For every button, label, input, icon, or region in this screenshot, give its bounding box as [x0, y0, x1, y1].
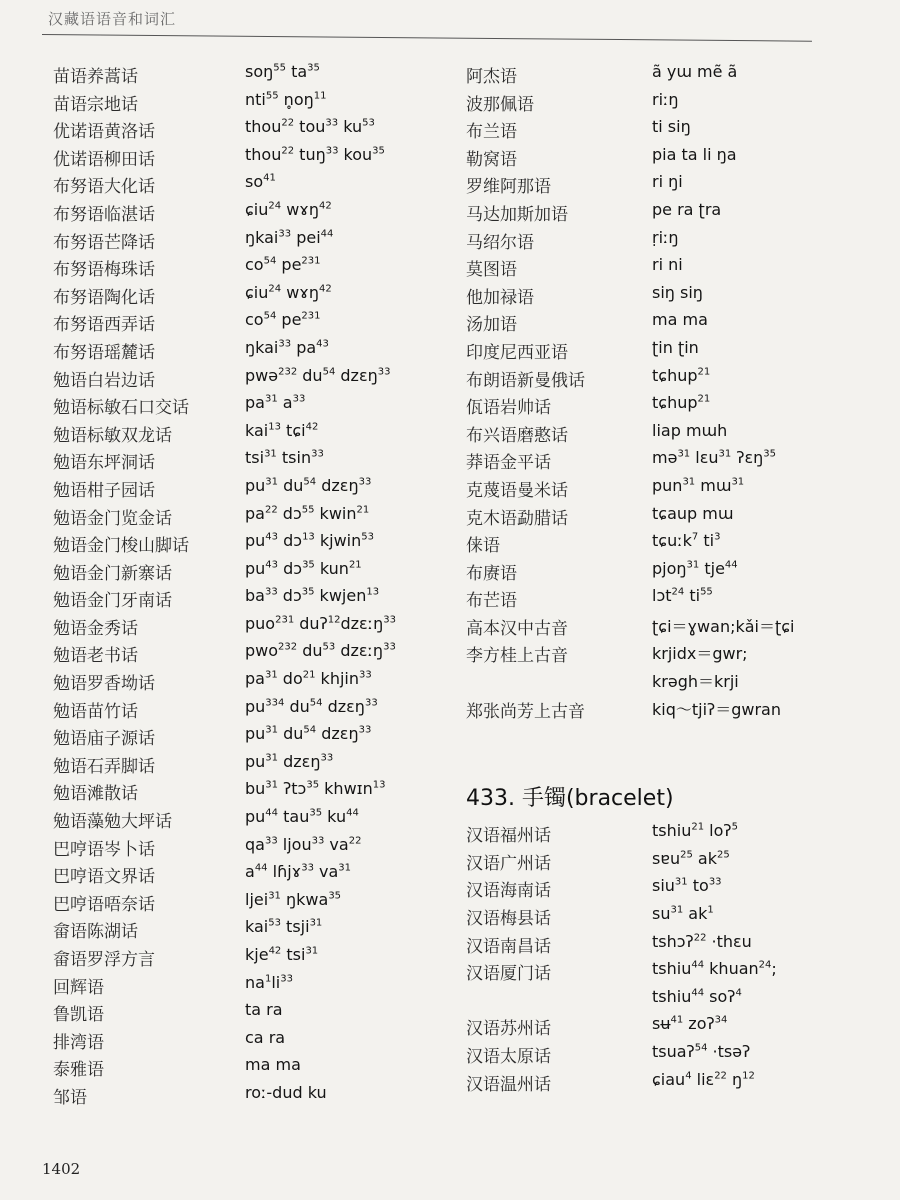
language-name: 波那佩语 — [466, 94, 534, 115]
language-name: 汉语南昌话 — [466, 936, 551, 957]
phonetic-form: mə$^{31}$ lɛu$^{31}$ ʔɛŋ$^{35}$ — [652, 448, 777, 468]
right-column-top-list — [466, 60, 886, 722]
entry-row — [466, 667, 886, 695]
language-name: 布努语临湛话 — [53, 204, 155, 225]
phonetic-form: $pa^{31}$ $do^{21}$ khjin$^{33}$ — [245, 669, 372, 689]
language-name: 勉语金门览金话 — [53, 508, 172, 529]
phonetic-form: nti$^{55}$ $n̥oŋ^{11}$ — [245, 89, 327, 109]
language-name: 汤加语 — [466, 315, 517, 336]
phonetic-form: siu$^{31}$ $to^{33}$ — [652, 876, 722, 896]
language-name: 勉语白岩边话 — [53, 370, 155, 391]
entry-row — [466, 364, 886, 392]
entry-row — [53, 805, 453, 833]
phonetic-form: $co^{54}$ $pe^{231}$ — [245, 255, 321, 275]
phonetic-form: ʈɕi＝ɣwan;kǎi＝ʈɕi — [652, 616, 795, 636]
language-name: 泰雅语 — [53, 1060, 104, 1081]
phonetic-form: $na^1li^{33}$ — [245, 972, 293, 992]
language-name: 勉语金门新寨话 — [53, 563, 172, 584]
entry-row — [53, 833, 453, 861]
entry-row — [466, 985, 886, 1013]
phonetic-form: ɕiau$^4$ liɛ$^{22}$ $ŋ^{12}$ — [652, 1069, 755, 1089]
entry-row — [466, 930, 886, 958]
phonetic-form: kiq～tjiʔ＝gwran — [652, 699, 781, 719]
phonetic-form: $pu^{43}$ dɔ$^{35}$ kun$^{21}$ — [245, 558, 362, 578]
section-heading — [466, 777, 886, 819]
language-name: 布努语陶化话 — [53, 287, 155, 308]
entry-row — [53, 1081, 453, 1109]
entry-row — [53, 750, 453, 778]
phonetic-form: ŋkai$^{33}$ $pa^{43}$ — [245, 337, 329, 357]
phonetic-form: $pu^{334}$ $du^{54}$ dzɛŋ$^{33}$ — [245, 696, 378, 716]
entry-row — [466, 1068, 886, 1096]
phonetic-form: ŋkai$^{33}$ pei$^{44}$ — [245, 227, 334, 247]
entry-row — [53, 860, 453, 888]
language-name: 巴哼语文界话 — [53, 867, 155, 888]
header-rule — [42, 34, 812, 42]
phonetic-form: $qa^{33}$ ljou$^{33}$ $va^{22}$ — [245, 834, 362, 854]
language-name: 莽语金平话 — [466, 453, 551, 474]
language-name: 勉语东坪洞话 — [53, 453, 155, 474]
language-name: 高本汉中古音 — [466, 618, 568, 639]
language-name: 汉语广州话 — [466, 853, 551, 874]
phonetic-form: krjidx＝gwr; — [652, 644, 748, 664]
phonetic-form: tshiu$^{44}$ soʔ$^4$ — [652, 986, 742, 1006]
entry-row — [53, 1053, 453, 1081]
phonetic-form: $pu^{31}$ $du^{54}$ dzɛŋ$^{33}$ — [245, 724, 372, 744]
phonetic-form: ti siŋ — [652, 117, 691, 137]
entry-row — [466, 584, 886, 612]
entry-row — [53, 695, 453, 723]
phonetic-form: ta ra — [245, 1000, 283, 1020]
language-name: 畲语陈湖话 — [53, 922, 138, 943]
entry-row — [53, 971, 453, 999]
language-name: 布努语梅珠话 — [53, 260, 155, 281]
language-name: 布兰语 — [466, 122, 517, 143]
entry-row — [466, 281, 886, 309]
phonetic-form: kai$^{53}$ tsji$^{31}$ — [245, 917, 323, 937]
entry-row — [466, 957, 886, 985]
language-name: 勉语滩散话 — [53, 784, 138, 805]
phonetic-form: ca ra — [245, 1027, 286, 1047]
phonetic-form: $pu^{31}$ $du^{54}$ dzɛŋ$^{33}$ — [245, 475, 372, 495]
language-name: 勉语柑子园话 — [53, 480, 155, 501]
phonetic-form: $pu^{44}$ tau$^{35}$ $ku^{44}$ — [245, 807, 359, 827]
entry-row — [53, 557, 453, 585]
phonetic-form: $so^{41}$ — [245, 172, 276, 192]
phonetic-form: $su^{31}$ $ak^1$ — [652, 904, 714, 924]
entry-row — [53, 584, 453, 612]
language-name: 他加禄语 — [466, 287, 534, 308]
language-name: 俫语 — [466, 536, 500, 557]
language-name: 佤语岩帅话 — [466, 398, 551, 419]
phonetic-form: roː-dud ku — [245, 1082, 327, 1102]
language-name: 巴哼语岑卜话 — [53, 839, 155, 860]
language-name: 马绍尔语 — [466, 232, 534, 253]
language-name: 李方桂上古音 — [466, 646, 568, 667]
entry-row — [53, 253, 453, 281]
entry-row — [466, 88, 886, 116]
language-name: 勉语庙子源话 — [53, 729, 155, 750]
entry-row — [53, 60, 453, 88]
language-name: 苗语宗地话 — [53, 94, 138, 115]
language-name: 布兴语磨憨话 — [466, 425, 568, 446]
entry-row — [53, 336, 453, 364]
phonetic-form: tɕhup$^{21}$ — [652, 365, 711, 385]
entry-row — [466, 847, 886, 875]
language-name: 回辉语 — [53, 977, 104, 998]
entry-row — [466, 819, 886, 847]
entry-row — [466, 226, 886, 254]
phonetic-form: pia ta li ŋa — [652, 144, 737, 164]
entry-row — [53, 1026, 453, 1054]
language-name: 汉语福州话 — [466, 826, 551, 847]
phonetic-form: tshiu$^{21}$ loʔ$^5$ — [652, 821, 738, 841]
language-name: 郑张尚芳上古音 — [466, 701, 585, 722]
phonetic-form: ṛiːŋ — [652, 227, 679, 247]
language-name: 排湾语 — [53, 1032, 104, 1053]
language-name: 布芒语 — [466, 591, 517, 612]
entry-row — [466, 308, 886, 336]
language-name: 汉语梅县话 — [466, 909, 551, 930]
phonetic-form: ɕiu$^{24}$ wɤŋ$^{42}$ — [245, 282, 332, 302]
phonetic-form: siŋ siŋ — [652, 282, 703, 302]
language-name: 布赓语 — [466, 563, 517, 584]
language-name: 勉语金门梭山脚话 — [53, 536, 189, 557]
right-column — [466, 60, 886, 1095]
phonetic-form: tshiu$^{44}$ khuan$^{24}$; — [652, 959, 777, 979]
phonetic-form: $pa^{22}$ dɔ$^{55}$ kwin$^{21}$ — [245, 503, 370, 523]
phonetic-form: krəgh＝krji — [652, 672, 739, 692]
language-name: 布努语芒降话 — [53, 232, 155, 253]
phonetic-form: puo$^{231}$ duʔ$^{12}$dzɛːŋ$^{33}$ — [245, 613, 396, 633]
entry-row — [466, 198, 886, 226]
entry-row — [466, 143, 886, 171]
phonetic-form: $bu^{31}$ ʔtɔ$^{35}$ khwɪn$^{13}$ — [245, 779, 386, 799]
entry-row — [53, 391, 453, 419]
entry-row — [466, 391, 886, 419]
language-name: 苗语养蒿话 — [53, 67, 138, 87]
phonetic-form: kai$^{13}$ tɕi$^{42}$ — [245, 420, 319, 440]
language-name: 印度尼西亚语 — [466, 342, 568, 363]
phonetic-form: pun$^{31}$ mɯ$^{31}$ — [652, 475, 745, 495]
language-name: 布努语西弄话 — [53, 315, 155, 336]
phonetic-form: tɕuːk$^7$ $ti^3$ — [652, 531, 721, 551]
language-name: 克蔑语曼米话 — [466, 480, 568, 501]
language-name: 勉语金秀话 — [53, 618, 138, 639]
left-column — [53, 60, 453, 1109]
entry-row — [466, 1012, 886, 1040]
language-name: 汉语海南话 — [466, 881, 551, 902]
language-name: 阿杰语 — [466, 67, 517, 87]
language-name: 布朗语新曼俄话 — [466, 370, 585, 391]
phonetic-form: $ba^{33}$ dɔ$^{35}$ kwjen$^{13}$ — [245, 586, 380, 606]
language-name: 罗维阿那语 — [466, 177, 551, 198]
entry-row — [466, 474, 886, 502]
phonetic-form: ã yɯ mẽ ã — [652, 62, 738, 81]
entry-row — [53, 226, 453, 254]
language-name: 巴哼语唔奈话 — [53, 894, 155, 915]
language-name: 汉语苏州话 — [466, 1019, 551, 1040]
entry-row — [466, 529, 886, 557]
phonetic-form: tshɔʔ$^{22}$ ·thɛu — [652, 931, 752, 951]
phonetic-form: $pa^{31}$ $a^{33}$ — [245, 393, 306, 413]
entry-row — [53, 446, 453, 474]
entry-row — [466, 902, 886, 930]
right-column-bottom-list — [466, 819, 886, 1095]
language-name: 汉语温州话 — [466, 1074, 551, 1095]
entry-row — [53, 915, 453, 943]
language-name: 布努语大化话 — [53, 177, 155, 198]
entry-row — [466, 502, 886, 530]
phonetic-form: lɔt$^{24}$ $ti^{55}$ — [652, 586, 713, 606]
entry-row — [53, 115, 453, 143]
entry-row — [466, 253, 886, 281]
page-number: 1402 — [42, 1160, 81, 1178]
phonetic-form: $co^{54}$ $pe^{231}$ — [245, 310, 321, 330]
phonetic-form: pe ra ʈra — [652, 199, 722, 219]
phonetic-form: $pu^{31}$ dzɛŋ$^{33}$ — [245, 751, 334, 771]
language-name: 汉语太原话 — [466, 1047, 551, 1067]
language-name: 勉语石弄脚话 — [53, 756, 155, 777]
entry-row — [53, 308, 453, 336]
phonetic-form: $a^{44}$ lɦjɤ$^{33}$ $va^{31}$ — [245, 862, 352, 882]
phonetic-form: ljei$^{31}$ ŋkwa$^{35}$ — [245, 889, 342, 909]
entry-row — [53, 364, 453, 392]
language-name: 邹语 — [53, 1087, 87, 1108]
entry-row — [53, 419, 453, 447]
phonetic-form: ma ma — [652, 310, 708, 330]
phonetic-form: pjoŋ$^{31}$ tje$^{44}$ — [652, 558, 738, 578]
entry-row — [466, 419, 886, 447]
language-name: 莫图语 — [466, 260, 517, 281]
entry-row — [53, 639, 453, 667]
phonetic-form: ma ma — [245, 1055, 301, 1075]
phonetic-form: $pu^{43}$ dɔ$^{13}$ kjwin$^{53}$ — [245, 531, 374, 551]
phonetic-form: ri ni — [652, 255, 683, 275]
phonetic-form: ʈin ʈin — [652, 337, 699, 357]
entry-row — [53, 722, 453, 750]
language-name: 勉语老书话 — [53, 646, 138, 667]
entry-row — [53, 198, 453, 226]
language-name: 布努语瑶麓话 — [53, 342, 155, 363]
entry-row — [53, 777, 453, 805]
running-header: 汉藏语语音和词汇 — [48, 10, 177, 28]
language-name: 优诺语黄洛话 — [53, 122, 155, 143]
entry-row — [466, 446, 886, 474]
entry-row — [53, 529, 453, 557]
language-name: 鲁凯语 — [53, 1005, 104, 1026]
entry-row — [53, 612, 453, 640]
entry-row — [53, 998, 453, 1026]
phonetic-form: ri ŋi — [652, 172, 683, 192]
entry-row — [53, 943, 453, 971]
language-name: 克木语勐腊话 — [466, 508, 568, 529]
phonetic-form: soŋ$^{55}$ $ta^{35}$ — [245, 62, 320, 81]
phonetic-form: kje$^{42}$ tsi$^{31}$ — [245, 945, 319, 964]
phonetic-form: sɐu$^{25}$ $ak^{25}$ — [652, 848, 730, 868]
entry-row — [466, 115, 886, 143]
language-name: 马达加斯加语 — [466, 204, 568, 225]
entry-row — [466, 874, 886, 902]
phonetic-form: thou$^{22}$ tuŋ$^{33}$ kou$^{35}$ — [245, 144, 385, 164]
entry-row — [466, 557, 886, 585]
phonetic-form: pwə$^{232}$ $du^{54}$ dzɛŋ$^{33}$ — [245, 365, 391, 385]
phonetic-form: liap mɯh — [652, 420, 728, 440]
entry-row — [466, 612, 886, 640]
entry-row — [466, 60, 886, 88]
language-name: 勉语标敏双龙话 — [53, 425, 172, 446]
phonetic-form: tsi$^{31}$ tsin$^{33}$ — [245, 448, 324, 468]
phonetic-form: ɕiu$^{24}$ wɤŋ$^{42}$ — [245, 199, 332, 219]
entry-row — [53, 888, 453, 916]
entry-row — [53, 170, 453, 198]
entry-row — [466, 695, 886, 723]
language-name: 勉语藻勉大坪话 — [53, 812, 172, 833]
phonetic-form: tɕhup$^{21}$ — [652, 393, 711, 413]
phonetic-form: riːŋ — [652, 89, 679, 109]
entry-row — [53, 143, 453, 171]
language-name: 勉语标敏石口交话 — [53, 398, 189, 419]
entry-row — [466, 336, 886, 364]
language-name: 勒窝语 — [466, 149, 517, 170]
entry-row — [53, 281, 453, 309]
entry-row — [53, 667, 453, 695]
phonetic-form: tɕaup mɯ — [652, 503, 734, 523]
language-name: 勉语金门牙南话 — [53, 591, 172, 612]
phonetic-form: pwo$^{232}$ $du^{53}$ dzɛːŋ$^{33}$ — [245, 641, 396, 661]
language-name: 勉语罗香坳话 — [53, 674, 155, 695]
entry-row — [466, 170, 886, 198]
language-name: 畲语罗浮方言 — [53, 950, 155, 970]
phonetic-form: sʉ$^{41}$ zoʔ$^{34}$ — [652, 1014, 728, 1034]
section-spacer — [466, 722, 886, 777]
phonetic-form: thou$^{22}$ tou$^{33}$ $ku^{53}$ — [245, 117, 375, 137]
entry-row — [466, 639, 886, 667]
phonetic-form: tsuaʔ$^{54}$ ·tsəʔ — [652, 1042, 751, 1061]
entry-row — [466, 1040, 886, 1068]
entry-row — [53, 88, 453, 116]
language-name: 勉语苗竹话 — [53, 701, 138, 722]
entry-row — [53, 474, 453, 502]
language-name: 优诺语柳田话 — [53, 149, 155, 170]
section-title: 433. 手镯(bracelet) — [466, 786, 674, 812]
entry-row — [53, 502, 453, 530]
language-name: 汉语厦门话 — [466, 964, 551, 985]
